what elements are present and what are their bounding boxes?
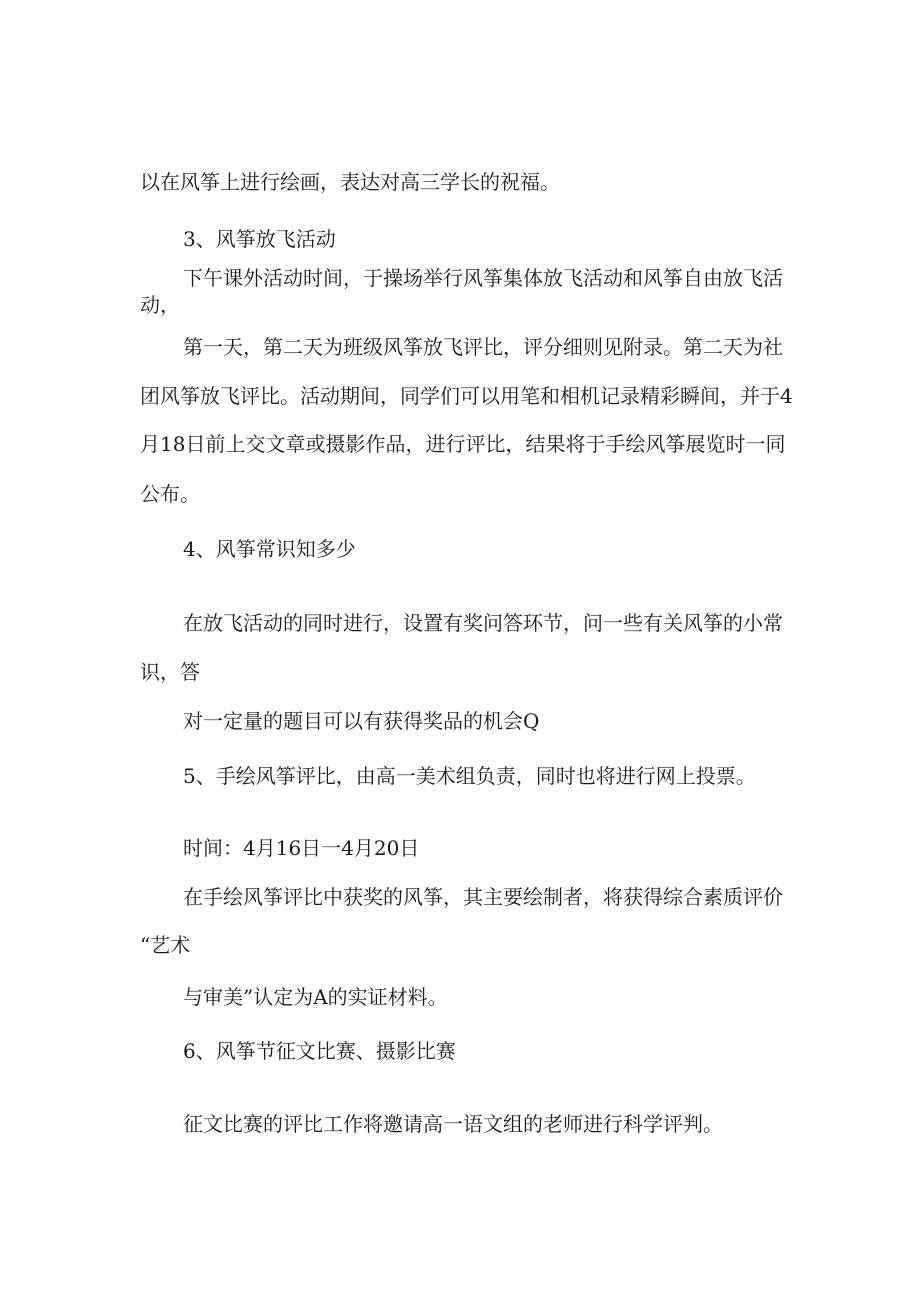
- paragraph-line: 月18日前上交文章或摄影作品，进行评比，结果将于手绘风筝展览时一同: [140, 432, 786, 456]
- paragraph-line: 征文比赛的评比工作将邀请高一语文组的老师进行科学评判。: [183, 1112, 723, 1136]
- section-heading-3: 3、风筝放飞活动: [183, 227, 336, 251]
- paragraph-line: 与审美”认定为A的实证材料。: [183, 985, 448, 1009]
- section-heading-5: 5、手绘风筝评比，由高一美术组负责，同时也将进行网上投票。: [183, 764, 756, 788]
- paragraph-line: 以在风筝上进行绘画，表达对高三学长的祝福。: [140, 170, 560, 194]
- section-heading-6: 6、风筝节征文比赛、摄影比赛: [183, 1039, 456, 1063]
- paragraph-line: 第一天，第二天为班级风筝放飞评比，评分细则见附录。第二天为社: [183, 335, 783, 359]
- paragraph-line: “艺术: [140, 933, 191, 957]
- paragraph-line: 动，: [140, 293, 180, 317]
- paragraph-line: 在放飞活动的同时进行，设置有奖问答环节，问一些有关风筝的小常: [183, 611, 783, 635]
- paragraph-line: 识，答: [140, 660, 200, 684]
- paragraph-line: 时间：4月16日一4月20日: [183, 836, 420, 860]
- paragraph-line: 下午课外活动时间，于操场举行风筝集体放飞活动和风筝自由放飞活: [183, 266, 783, 290]
- paragraph-line: 团风筝放飞评比。活动期间，同学们可以用笔和相机记录精彩瞬间，并于4: [140, 384, 793, 408]
- paragraph-line: 公布。: [140, 482, 200, 506]
- section-heading-4: 4、风筝常识知多少: [183, 537, 356, 561]
- paragraph-line: 对一定量的题目可以有获得奖品的机会Q: [183, 709, 540, 733]
- paragraph-line: 在手绘风筝评比中获奖的风筝，其主要绘制者，将获得综合素质评价: [183, 885, 783, 909]
